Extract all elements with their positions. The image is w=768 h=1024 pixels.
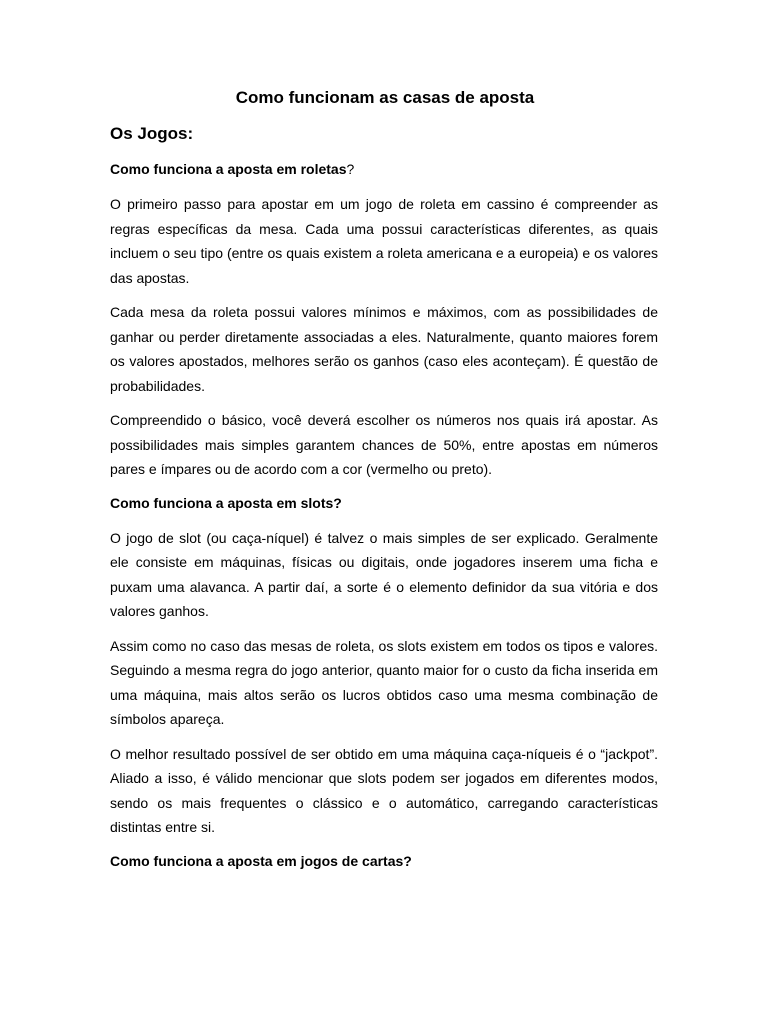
roletas-paragraph-1: O primeiro passo para apostar em um jogo de roleta em cassino é compreender as regras específicas da mesa. Cada uma possui características diferentes, as quais incluem o seu tipo (entre os quais existem a roleta americana e a europeia) e os valores das apostas.: [110, 196, 658, 286]
slots-heading: Como funciona a aposta em slots?: [110, 494, 342, 511]
roletas-heading: [110, 158, 658, 180]
roletas-paragraph-3: Compreendido o básico, você deverá escolher os números nos quais irá apostar. As possibilidades mais simples garantem chances de 50%, entre apostas em números pares e ímpares ou de acordo com a cor (vermelho ou preto).: [110, 412, 658, 477]
roletas-heading-text: Como funciona a aposta em roletas: [110, 161, 347, 177]
section-title: Os Jogos:: [110, 124, 194, 143]
roletas-paragraph-2: Cada mesa da roleta possui valores mínimos e máximos, com as possibilidades de ganhar ou perder diretamente associadas a eles. Naturalmente, quanto maiores forem os valores apostados, melhores serão os ganhos (caso eles aconteçam). É questão de probabilidades.: [110, 304, 658, 394]
slots-paragraph-1: O jogo de slot (ou caça-níquel) é talvez o mais simples de ser explicado. Geralmente ele consiste em máquinas, físicas ou digitais, onde jogadores inserem uma ficha e puxam uma alavanca. A partir daí, a sorte é o elemento definidor da sua vitória e dos valores ganhos.: [110, 529, 658, 619]
roletas-heading-suffix: ?: [346, 161, 355, 177]
document-title: Como funcionam as casas de aposta: [235, 88, 535, 107]
slots-paragraph-3: O melhor resultado possível de ser obtido em uma máquina caça-níqueis é o “jackpot”. Aliado a isso, é válido mencionar que slots podem ser jogados em diferentes modos, sendo os mais frequentes o clássico e o automático, carregando características distintas entre si.: [110, 745, 658, 835]
slots-paragraph-2: Assim como no caso das mesas de roleta, os slots existem em todos os tipos e valores. Seguindo a mesma regra do jogo anterior, quanto maior for o custo da ficha inserida em uma máquina, mais altos serão os lucros obtidos caso uma mesma combinação de símbolos apareça.: [110, 637, 658, 727]
document-page: [110, 86, 658, 884]
cartas-heading: Como funciona a aposta em jogos de cartas?: [110, 852, 412, 869]
